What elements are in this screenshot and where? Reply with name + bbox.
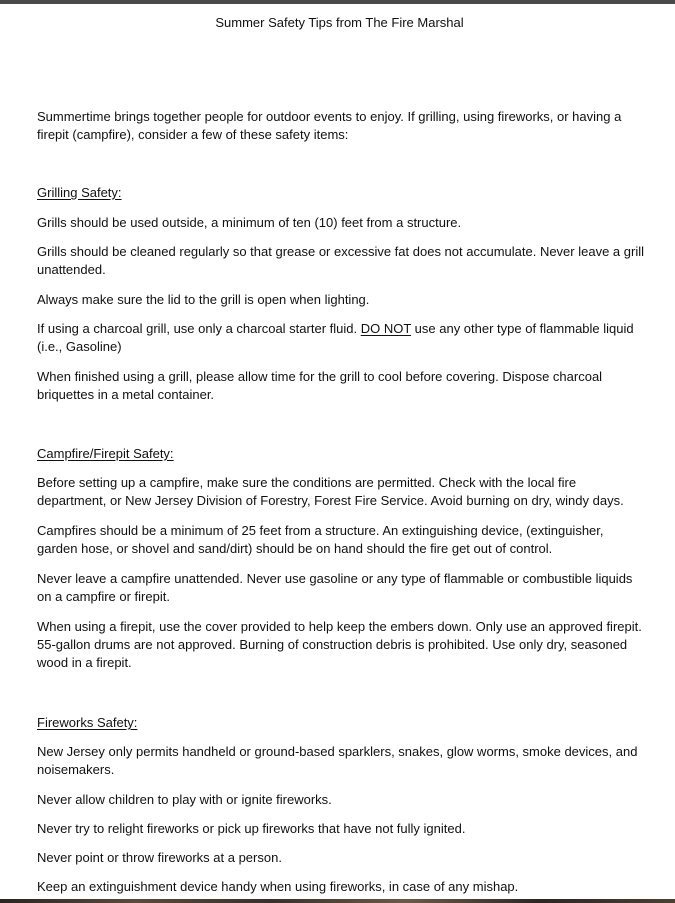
campfire-item: Never leave a campfire unattended. Never use gasoline or any type of flammable or combustible liquids on a campfire or firepit.	[37, 571, 633, 604]
fireworks-item: Keep an extinguishment device handy when using fireworks, in case of any mishap.	[37, 879, 519, 894]
background-image-strip	[0, 899, 675, 903]
fireworks-item: Never try to relight fireworks or pick up fireworks that have not fully ignited.	[37, 821, 466, 836]
grilling-item	[37, 320, 647, 356]
campfire-item: Campfires should be a minimum of 25 feet from a structure. An extinguishing device, (extinguisher, garden hose, or shovel and sand/dirt) should be on hand should the fire get out of control.	[37, 523, 604, 556]
fireworks-item: Never allow children to play with or ignite fireworks.	[37, 792, 332, 807]
fireworks-item: Never point or throw fireworks at a person.	[37, 850, 282, 865]
grilling-item-text: use any other type of flammable liquid (i.e., Gasoline)	[37, 321, 634, 354]
campfire-item: When using a firepit, use the cover provided to help keep the embers down. Only use an approved firepit. 55-gallon drums are not approved. Burning of construction debris is prohibited. Use only dry, seasoned wood in a firepit.	[37, 619, 642, 670]
section-heading-grilling: Grilling Safety:	[37, 185, 122, 200]
document-title: Summer Safety Tips from The Fire Marshal	[215, 15, 464, 30]
grilling-item: Always make sure the lid to the grill is open when lighting.	[37, 292, 370, 307]
section-heading-fireworks: Fireworks Safety:	[37, 715, 138, 730]
grilling-item: When finished using a grill, please allow time for the grill to cool before covering. Dispose charcoal briquettes in a metal container.	[37, 369, 603, 402]
window-top-bar	[0, 0, 675, 4]
campfire-item: Before setting up a campfire, make sure the conditions are permitted. Check with the local fire department, or New Jersey Division of Forestry, Forest Fire Service. Avoid burning on dry, windy days.	[37, 475, 624, 508]
grilling-item: Grills should be cleaned regularly so that grease or excessive fat does not accumulate. Never leave a grill unattended.	[37, 244, 644, 277]
intro-paragraph: Summertime brings together people for outdoor events to enjoy. If grilling, using fireworks, or having a firepit (campfire), consider a few of these safety items:	[37, 109, 622, 142]
fireworks-item: New Jersey only permits handheld or ground-based sparklers, snakes, glow worms, smoke devices, and noisemakers.	[37, 744, 638, 777]
section-heading-campfire: Campfire/Firepit Safety:	[37, 446, 174, 461]
do-not-emphasis: DO NOT	[360, 321, 412, 336]
grilling-item-text: If using a charcoal grill, use only a charcoal starter fluid.	[37, 321, 361, 336]
grilling-item: Grills should be used outside, a minimum of ten (10) feet from a structure.	[37, 215, 462, 230]
